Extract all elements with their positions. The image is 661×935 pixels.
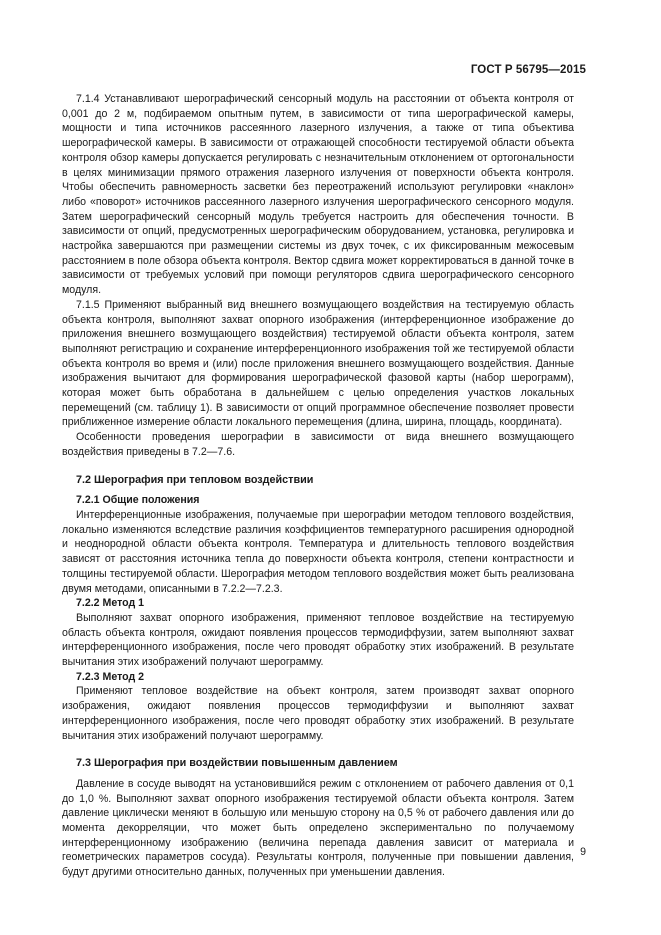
- document-body: [62, 92, 574, 880]
- paragraph-7-3: Давление в сосуде выводят на установившийся режим с отклонением от рабочего давления от 0,1 до 1,0 %. Выполняют захват опорного изображения тестируемой области объекта контроля. Затем давление циклически меняют в большую или меньшую сторону на 0,5 % от рабочего давления или до момента декорреляции, что может быть определено экспериментально по получаемому интерференционному изображению (величина перепада давления зависит от материала и геометрических параметров сосуда). Результаты контроля, полученные при повышении давления, будут другими относительно данных, полученных при уменьшении давления.: [62, 777, 574, 879]
- paragraph-7-1-4: 7.1.4 Устанавливают шерографический сенсорный модуль на расстоянии от объекта контроля от 0,001 до 2 м, подбираемом опытным путем, в зависимости от типа шерографической камеры, мощности и типа источников рассеянного лазерного излучения, а также от типа объектива шерографической камеры. В зависимости от отражающей способности тестируемой области объекта контроля обзор камеры допускается регулировать с незначительным отклонением от ортогональности в целях минимизации прямого отражения лазерного излучения от поверхности объекта контроля. Чтобы обеспечить равномерность засветки без переотражений используют регулировки «наклон» либо «поворот» источников рассеянного лазерного излучения шерографического сенсорного модуля. Затем шерографический сенсорный модуль требуется настроить для обеспечения точности. В зависимости от опций, предусмотренных шерографическим оборудованием, установка, регулировка и настройка завершаются при размещении системы из двух точек, с их фиксированным межосевым расстоянием в поле обзора объекта контроля. Вектор сдвига может корректироваться в данной точке в зависимости от требуемых условий при помощи регуляторов сдвига шерографического сенсорного модуля.: [62, 93, 574, 297]
- paragraph-7-2-2: Выполняют захват опорного изображения, применяют тепловое воздействие на тестируемую область объекта контроля, ожидают появления процессов термодиффузии, затем выполняют захват интерференционного изображения, после чего проводят обработку этих изображений. В результате вычитания этих изображений получают шерограмму.: [62, 611, 574, 669]
- page-number: 9: [580, 846, 586, 858]
- heading-7-2: 7.2 Шерография при тепловом воздействии: [76, 473, 314, 486]
- heading-7-2-2: 7.2.2 Метод 1: [76, 597, 145, 610]
- paragraph-7-2-1: Интерференционные изображения, получаемые при шерографии методом теплового воздействия, локально изменяются вследствие различия коэффициентов температурного расширения однородной и неоднородной области объекта контроля. Температура и длительность теплового воздействия зависят от расстояния источника тепла до поверхности объекта контроля, степени контрастности и толщины тестируемой области. Шерография методом теплового воздействия может быть реализована двумя методами, описанными в 7.2.2—7.2.3.: [62, 508, 574, 595]
- heading-7-3: 7.3 Шерография при воздействии повышенным давлением: [76, 757, 398, 770]
- paragraph-7-1-5: 7.1.5 Применяют выбранный вид внешнего возмущающего воздействия на тестируемую область объекта контроля, выполняют захват опорного изображения (интерференционное изображение до приложения внешнего возмущающего воздействия) тестируемой области объекта контроля, затем выполняют регистрацию и сохранение интерференционного изображения той же тестируемой области объекта контроля во время и (или) после приложения внешнего возмущающего воздействия. Данные изображения вычитают для формирования шерографической фазовой карты (набор шерограмм), которая может быть обработана в дальнейшем с целью определения участков локальных перемещений (см. таблицу 1). В зависимости от опций программное обеспечение позволяет провести приближенное измерение области локального перемещения (длина, ширина, площадь, координата).: [62, 298, 574, 429]
- heading-7-2-3: 7.2.3 Метод 2: [76, 670, 145, 683]
- paragraph-features: Особенности проведения шерографии в зависимости от вида внешнего возмущающего воздействия приведены в 7.2—7.6.: [62, 431, 574, 458]
- document-header: ГОСТ Р 56795—2015: [470, 64, 586, 76]
- paragraph-7-2-3: Применяют тепловое воздействие на объект контроля, затем производят захват опорного изображения, ожидают появления процессов термодиффузии и выполняют захват интерференционного изображения, после чего проводят обработку этих изображений. В результате вычитания этих изображений получают шерограмму.: [62, 685, 574, 742]
- heading-7-2-1: 7.2.1 Общие положения: [76, 494, 200, 507]
